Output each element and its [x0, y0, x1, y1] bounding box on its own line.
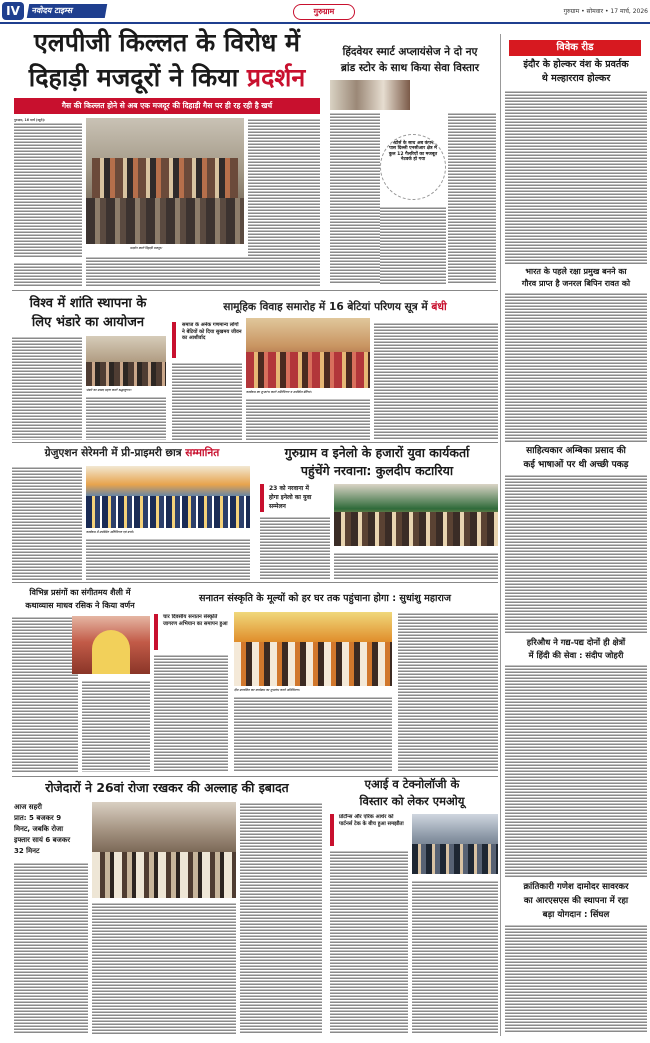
shanti-body-1 — [12, 336, 82, 440]
youth-pointer-1: 23 को नरवाना में — [269, 485, 309, 492]
sanatan-body-1 — [154, 654, 228, 772]
youth-pointer — [260, 484, 330, 512]
sanatan-photo — [234, 612, 392, 686]
hindware-quote: नए स्टोर्स के साथ अब कंपनी के पास दिल्ली एनसीआर क्षेत्र में कुल 12 गैलरियों का मजबूत नेटवर्क हो गया — [380, 134, 446, 200]
lead-body-bottom — [86, 256, 320, 286]
lead-headline-2a: दिहाड़ी मजदूरों ने किया — [28, 63, 247, 92]
vivek-sub-6: में हिंदी की सेवा : संदीप जोहरी — [528, 650, 624, 660]
section-rule-2 — [12, 442, 498, 443]
masthead-left — [0, 0, 130, 22]
dateline-top: गुरुग्राम • सोमवार • 17 मार्च, 2026 — [563, 8, 648, 15]
vivah-headline — [172, 298, 498, 316]
vivah-body-1 — [172, 362, 242, 440]
lead-subhead: गैस की किल्लत होने से अब एक मजदूर की दिहाड़ी गैस पर ही रह रही है खर्च — [14, 98, 320, 114]
graduation-headline-1: ग्रेजुएशन सेरेमनी में प्री-प्राइमरी छात्र — [44, 447, 186, 459]
section-rule-1 — [12, 290, 498, 291]
shanti-body-2 — [86, 396, 166, 440]
shanti-photo — [86, 336, 166, 386]
ai-body-1 — [330, 850, 408, 1034]
roza-times-2: प्रात: 5 बजकर 9 — [14, 814, 62, 822]
sanatan-pointer: चार दिवसीय सनातन संस्कृति जागरण अभियान का समापन हुआ — [154, 614, 228, 650]
hindware-headline-1: हिंदवेयर स्मार्ट अप्लायंसेज ने दो नए — [342, 46, 478, 58]
graduation-photo — [86, 466, 250, 528]
sanatan-body-2 — [234, 696, 392, 772]
graduation-headline-2: सम्मानित — [185, 447, 220, 459]
vivah-photo — [246, 318, 370, 388]
sangeet-body-1 — [12, 616, 78, 772]
hindware-body-2 — [380, 206, 446, 284]
graduation-body-2 — [86, 538, 250, 580]
lead-body-bottom-2 — [14, 262, 82, 286]
vivek-body-5 — [505, 924, 647, 1032]
sangeet-photo — [72, 616, 150, 674]
roza-body-3 — [240, 802, 322, 1034]
roza-times-1: आज सहरी — [14, 803, 42, 811]
roza-body-1 — [14, 862, 88, 1034]
section-rule-3 — [12, 582, 498, 583]
vivek-sub-4: कई भाषाओं पर थी अच्छी पकड़ — [523, 460, 629, 470]
roza-photo — [92, 802, 236, 898]
roza-headline: रोजेदारों ने 26वां रोजा रखकर की अल्लाह की इबादत — [45, 780, 289, 795]
vivah-headline-2: बंधी — [431, 301, 447, 313]
sangeet-headline-1: विभिन्न प्रसंगों का संगीतमय शैली में — [29, 588, 131, 597]
ai-photo — [412, 814, 498, 874]
shanti-headline-2: लिए भंडारे का आयोजन — [31, 315, 145, 330]
vivek-sub-9: बड़ा योगदान : सिंघल — [542, 910, 610, 920]
ai-headline-1: एआई व टेक्नोलॉजी के — [364, 777, 460, 791]
lead-headline-2b: प्रदर्शन — [246, 63, 306, 92]
vivah-pointer: समाज के अनेक गणमान्य लोगों ने बेटियों को दिया सुखमय जीवन का आशीर्वाद — [172, 322, 242, 358]
sanatan-headline: सनातन संस्कृति के मूल्यों को हर घर तक पहुंचाना होगा : सुधांशु महाराज — [198, 593, 451, 604]
shanti-headline-1: विश्व में शांति स्थापना के — [29, 296, 147, 311]
lead-photo — [86, 118, 244, 244]
graduation-caption: कार्यक्रम में उपस्थित अतिथिगण एवं बच्चे। — [86, 530, 134, 534]
roza-times-4: इफ्तार सायं 6 बजकर — [14, 836, 71, 844]
vivah-caption: कार्यक्रम का शुभारंभ करते अतिथिगण व उपस्थित बेटियां। — [246, 390, 312, 394]
lead-photo-caption: प्रदर्शन करते दिहाड़ी मजदूर। — [130, 246, 163, 250]
ai-pointer: प्रोटॉन्स और एरिक आर्थर को पार्टनर्स टेक के बीच हुआ समझौता — [330, 814, 408, 846]
vivek-sub-8: का आरएसएस की स्थापना में रहा — [523, 896, 629, 906]
hindware-body-1 — [330, 112, 380, 284]
vivek-body-1 — [505, 90, 647, 264]
youth-pointer-3: सम्मेलन — [269, 503, 286, 510]
masthead-rule — [0, 22, 650, 24]
vivek-body-2 — [505, 292, 647, 442]
roza-body-2 — [92, 902, 236, 1034]
page-number: IV — [2, 2, 24, 20]
ai-body-2 — [412, 880, 498, 1034]
lead-headline-2 — [14, 60, 320, 96]
vivek-headline-1: इंदौर के होल्कर वंश के प्रवर्तक — [523, 59, 629, 70]
section-label: गुरुग्राम — [293, 4, 355, 20]
youth-body-1 — [260, 516, 330, 580]
sangeet-headline-2: कथाव्यास माधव रसिक ने किया वर्णन — [25, 601, 135, 610]
vivek-sub-2: गौरव प्राप्त है जनरल बिपिन रावत को — [521, 279, 631, 288]
roza-times-5: 32 मिनट — [14, 847, 40, 855]
youth-headline-2: पहुंचेंगे नरवाना: कुलदीप कटारिया — [300, 463, 454, 478]
ai-headline-2: विस्तार को लेकर एमओयू — [359, 794, 465, 808]
lead-body-text — [14, 122, 82, 258]
sanatan-caption: दीप प्रज्वलित कर कार्यक्रम का शुभारंभ करते अतिथिगण। — [234, 688, 300, 692]
sanatan-body-3 — [398, 612, 498, 772]
vivek-sub-1: भारत के पहले रक्षा प्रमुख बनने का — [525, 267, 627, 276]
lead-body-col3 — [248, 118, 320, 260]
shanti-caption: भंडारे का प्रसाद ग्रहण करते श्रद्धालुगण। — [86, 388, 132, 392]
youth-photo — [334, 484, 498, 546]
vivek-sub-5: हरिऔध ने गद्य-पद्य दोनों ही क्षेत्रों — [526, 637, 626, 647]
graduation-headline — [12, 444, 252, 462]
lead-dateline: गुरुग्राम, 16 मार्च (ब्यूरो): — [14, 118, 46, 122]
vivek-body-3 — [505, 474, 647, 634]
vivah-body-3 — [374, 322, 498, 440]
vivah-body-2 — [246, 398, 370, 440]
hindware-photo — [330, 80, 410, 110]
youth-pointer-2: होगा इनेलो का युवा — [269, 494, 312, 501]
youth-body-2 — [334, 552, 498, 580]
lead-body-col1 — [14, 118, 82, 260]
vivek-headline-2: थे मल्हारराव होल्कर — [541, 73, 611, 84]
hindware-headline-2: ब्रांड स्टोर के साथ किया सेवा विस्तार — [340, 62, 480, 74]
sangeet-body-2 — [82, 680, 150, 772]
lead-headline-1: एलपीजी किल्लत के विरोध में — [33, 28, 301, 57]
hindware-body-3 — [448, 112, 496, 284]
vivek-body-4 — [505, 664, 647, 878]
youth-headline-1: गुरुग्राम व इनेलो के हजारों युवा कार्यकर्ता — [284, 445, 470, 460]
roza-times-3: मिनट, जबकि रोजा — [14, 825, 64, 833]
vivek-banner: विवेक रीड — [509, 40, 641, 56]
graduation-body-1 — [12, 466, 82, 580]
paper-name: नवोदय टाइम्स — [27, 4, 107, 18]
vivek-column — [500, 34, 648, 1036]
vivah-headline-1: सामूहिक विवाह समारोह में 16 बेटियां परिणय सूत्र में — [223, 301, 432, 313]
vivek-sub-7: क्रांतिकारी गणेश दामोदर सावरकर — [523, 882, 629, 892]
roza-times — [14, 802, 88, 858]
vivek-sub-3: साहित्यकार अम्बिका प्रसाद की — [526, 446, 626, 456]
